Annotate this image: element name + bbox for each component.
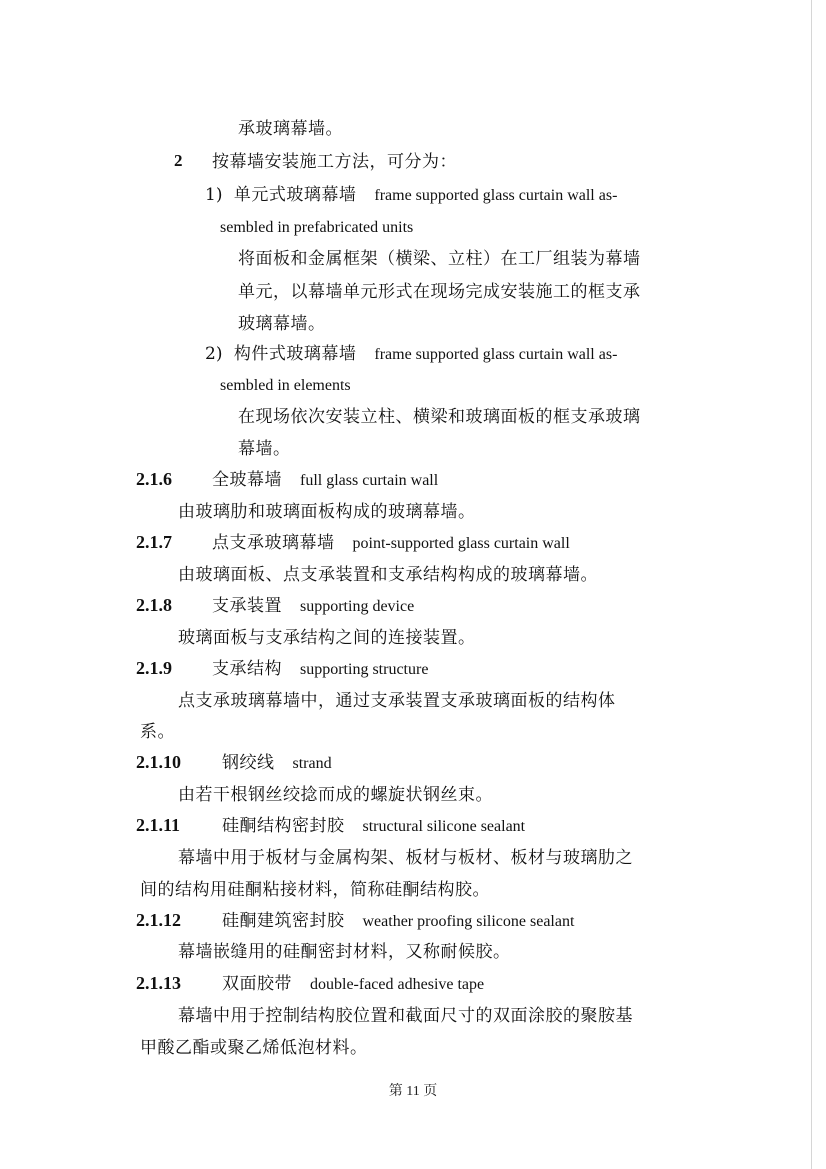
subitem-term-en: frame supported glass curtain wall as- xyxy=(374,346,618,363)
page-edge-line xyxy=(811,0,812,1169)
section-number: 2.1.13 xyxy=(136,973,181,993)
section-term-en: strand xyxy=(292,755,332,772)
section-definition: 玻璃面板与支承结构之间的连接装置。 xyxy=(178,628,476,648)
section-definition: 由若干根钢丝绞捻而成的螺旋状钢丝束。 xyxy=(178,785,493,805)
text-line: 将面板和金属框架（横梁、立柱）在工厂组装为幕墙 xyxy=(238,249,641,269)
section-heading xyxy=(222,910,574,933)
text-line: 单元，以幕墙单元形式在现场完成安装施工的框支承 xyxy=(238,282,641,302)
section-term-en: point-supported glass curtain wall xyxy=(352,535,570,552)
section-heading xyxy=(212,469,438,492)
section-term-cn: 全玻幕墙 xyxy=(212,470,282,490)
section-number: 2.1.9 xyxy=(136,658,172,678)
item-number: 2 xyxy=(174,151,183,170)
section-heading xyxy=(222,973,484,996)
subitem-1 xyxy=(205,184,617,207)
section-definition: 幕墙中用于板材与金属构架、板材与板材、板材与玻璃肋之 xyxy=(178,848,633,868)
section-definition-cont: 系。 xyxy=(140,722,175,742)
section-number: 2.1.10 xyxy=(136,752,181,772)
subitem-term-cn: 构件式玻璃幕墙 xyxy=(233,344,357,364)
subitem-term-en: frame supported glass curtain wall as- xyxy=(374,187,618,204)
item-text: 按幕墙安装施工方法，可分为： xyxy=(212,152,457,172)
section-term-en: structural silicone sealant xyxy=(362,818,526,835)
section-term-cn: 支承装置 xyxy=(212,596,282,616)
subitem-number: 1) xyxy=(205,185,223,205)
subitem-term-cn: 单元式玻璃幕墙 xyxy=(233,185,357,205)
section-heading xyxy=(222,752,332,775)
page-number: 第 11 页 xyxy=(388,1084,438,1099)
section-heading xyxy=(212,532,570,555)
section-number: 2.1.7 xyxy=(136,532,172,552)
section-term-en: supporting device xyxy=(300,598,415,615)
section-number: 2.1.6 xyxy=(136,469,172,489)
section-term-cn: 硅酮建筑密封胶 xyxy=(222,911,345,931)
subitem-term-en-cont: sembled in elements xyxy=(220,377,351,394)
section-definition-cont: 甲酸乙酯或聚乙烯低泡材料。 xyxy=(140,1038,368,1058)
text-line: 幕墙。 xyxy=(238,439,291,459)
section-heading xyxy=(212,658,428,681)
section-definition-cont: 间的结构用硅酮粘接材料，简称硅酮结构胶。 xyxy=(140,880,490,900)
text-line: 承玻璃幕墙。 xyxy=(238,119,343,139)
section-term-cn: 钢绞线 xyxy=(222,753,275,773)
section-definition: 幕墙中用于控制结构胶位置和截面尺寸的双面涂胶的聚胺基 xyxy=(178,1006,633,1026)
section-term-en: weather proofing silicone sealant xyxy=(362,913,575,930)
text-line: 玻璃幕墙。 xyxy=(238,314,326,334)
section-number: 2.1.12 xyxy=(136,910,181,930)
section-definition: 点支承玻璃幕墙中，通过支承装置支承玻璃面板的结构体 xyxy=(178,691,616,711)
section-number: 2.1.11 xyxy=(136,815,181,835)
section-term-en: supporting structure xyxy=(300,661,429,678)
section-heading xyxy=(222,815,525,838)
section-heading xyxy=(212,595,414,618)
subitem-number: 2) xyxy=(205,344,223,364)
subitem-2 xyxy=(205,343,617,366)
section-term-cn: 支承结构 xyxy=(212,659,282,679)
section-term-en: double-faced adhesive tape xyxy=(310,976,485,993)
section-term-cn: 硅酮结构密封胶 xyxy=(222,816,345,836)
section-definition: 幕墙嵌缝用的硅酮密封材料，又称耐候胶。 xyxy=(178,942,511,962)
section-term-cn: 双面胶带 xyxy=(222,974,292,994)
section-term-cn: 点支承玻璃幕墙 xyxy=(212,533,335,553)
section-number: 2.1.8 xyxy=(136,595,172,615)
text-line: 在现场依次安装立柱、横梁和玻璃面板的框支承玻璃 xyxy=(238,407,641,427)
subitem-term-en-cont: sembled in prefabricated units xyxy=(220,219,414,236)
section-definition: 由玻璃肋和玻璃面板构成的玻璃幕墙。 xyxy=(178,502,476,522)
section-term-en: full glass curtain wall xyxy=(300,472,439,489)
section-definition: 由玻璃面板、点支承装置和支承结构构成的玻璃幕墙。 xyxy=(178,565,598,585)
